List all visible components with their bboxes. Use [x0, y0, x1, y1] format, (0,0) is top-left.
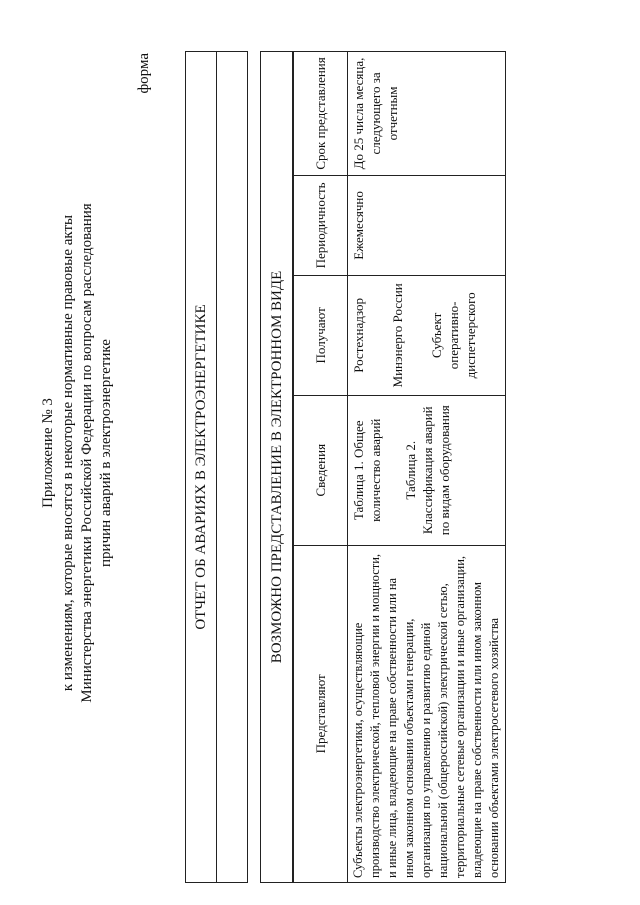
cell-info	[348, 395, 506, 545]
header-recipients: Получают	[293, 275, 348, 395]
report-table	[292, 51, 506, 883]
recipient-dispatch: Субъект оперативно-диспетчерского	[429, 291, 478, 378]
info-table-1: Таблица 1. Общее количество аварий	[351, 418, 383, 522]
info-table-2: Таблица 2. Классификация аварий по видам оборудования	[403, 404, 452, 535]
header-periodicity: Периодичность	[293, 175, 348, 275]
appendix-title: Приложение № 3	[40, 397, 56, 508]
table-row	[348, 51, 506, 882]
cell-due: До 25 числа месяца, следующего за отчетным	[348, 51, 506, 175]
recipient-rostekhnadzor: Ростехнадзор	[351, 297, 366, 373]
appendix-header	[40, 13, 116, 893]
report-subtitle-box	[216, 51, 248, 883]
cell-who: Субъекты электроэнергетики, осуществляющие производство электрической, тепловой энергии и мощности, и иные лица, владеющие на праве собственности или на ином законном основании объектами генерации, организация по управлению и развитию единой национальной (общероссийской) электрической сетью, территориальные сетевые организации и иные организации, владеющие на праве собственности или ином законном основании объектами электросетевого хозяйства	[348, 545, 506, 882]
report-title-box: ОТЧЕТ ОБ АВАРИЯХ В ЭЛЕКТРОЭНЕРГЕТИКЕ	[185, 51, 216, 883]
recipient-minenergo: Минэнерго России	[390, 282, 405, 387]
header-due: Срок представления	[293, 51, 348, 175]
document-page	[20, 13, 620, 893]
cell-recipients	[348, 275, 506, 395]
table-header-row	[293, 51, 348, 882]
header-info: Сведения	[293, 395, 348, 545]
form-label: форма	[136, 52, 152, 94]
electronic-form-box: ВОЗМОЖНО ПРЕДСТАВЛЕНИЕ В ЭЛЕКТРОННОМ ВИДЕ	[260, 51, 294, 883]
header-who: Представляют	[293, 545, 348, 882]
cell-periodicity: Ежемесячно	[348, 175, 506, 275]
appendix-subtitle: к изменениям, которые вносятся в некоторые нормативные правовые акты Министерства энергетики Российской Федерации по вопросам расследования причин аварий в электроэнергетике	[60, 202, 114, 703]
